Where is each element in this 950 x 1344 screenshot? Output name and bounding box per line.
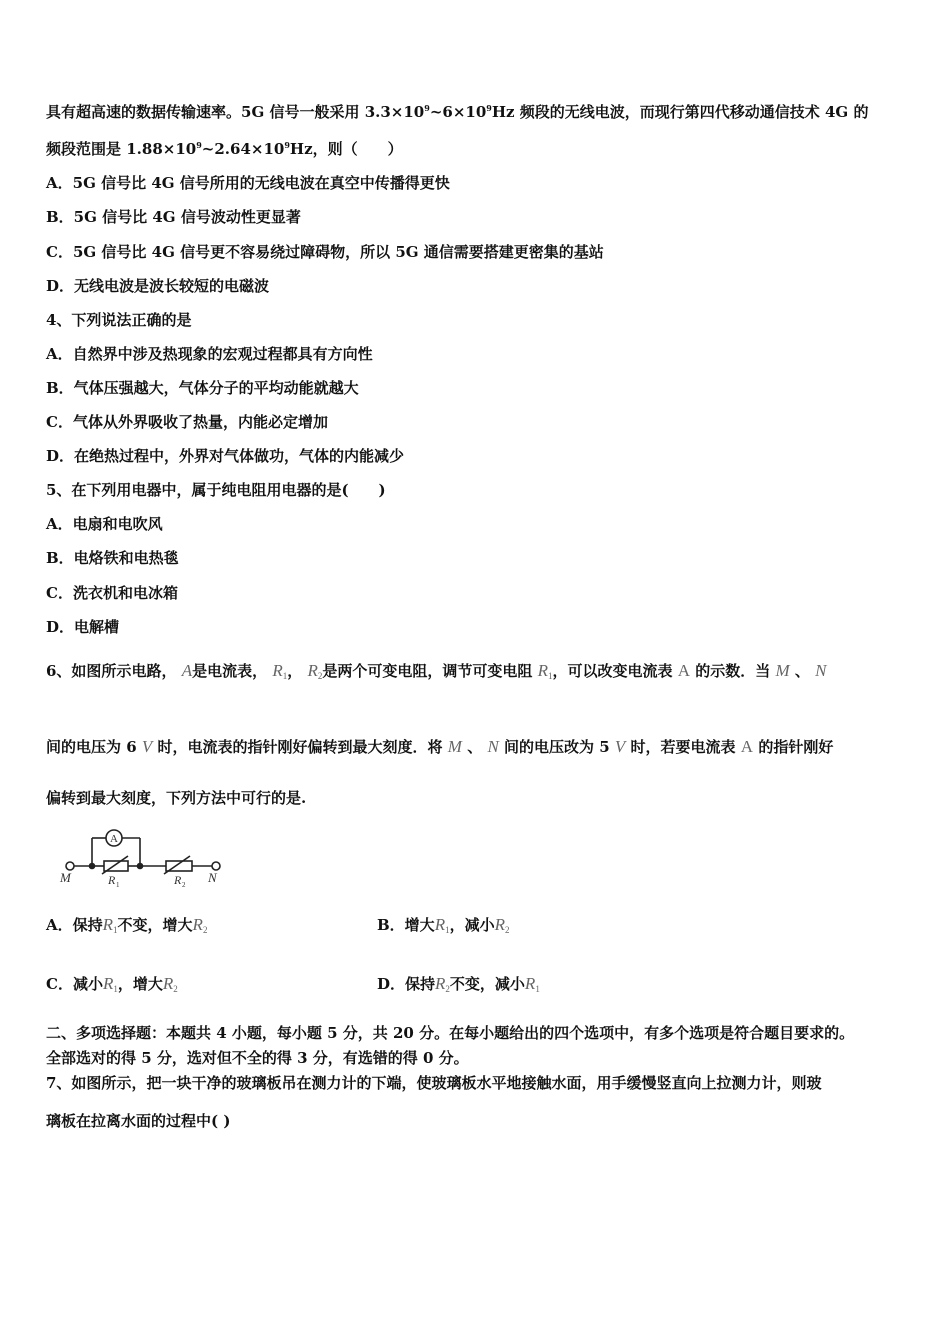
q3-stem-line2: 频段范围是 $1.88\times 10^9\sim 2.64\times 10^9Hz$，则（ ） <box>46 140 403 158</box>
section2-instructions-line1: 二、多项选择题：本题共 4 小题，每小题 5 分，共 20 分。在每小题给出的四个选项中，有多个选项是符合题目要求的。 <box>46 1024 855 1042</box>
q5-stem: 5、在下列用电器中，属于纯电阻用电器的是( ) <box>46 481 386 499</box>
terminal-n-label: N <box>208 870 217 885</box>
q3-option-b[interactable]: B．5G 信号比 4G 信号波动性更显著 <box>46 208 301 226</box>
q6-option-a[interactable]: A．保持$R_1$不变，增大$R_2$ <box>46 915 208 935</box>
q3-stem-line1: 具有超高速的数据传输速率。5G 信号一般采用 $3.3\times 10^9\sim 6\times 10^9Hz$ 频段的无线电波，而现行第四代移动通信技术 4G 的 <box>46 103 869 121</box>
terminal-m <box>66 862 74 870</box>
q6-stem-line1: 6、如图所示电路， A是电流表， $R_1$， $R_2$是两个可变电阻，调节可变电阻 $R_1$，可以改变电流表 A 的示数．当 M 、 N <box>46 661 827 681</box>
terminal-m-label: M <box>60 870 71 885</box>
q5-option-c[interactable]: C．洗衣机和电冰箱 <box>46 584 178 602</box>
q4-option-a[interactable]: A．自然界中涉及热现象的宏观过程都具有方向性 <box>46 345 373 363</box>
q6-stem-line2: 间的电压为 6 V 时，电流表的指针刚好偏转到最大刻度．将 M 、 N 间的电压改为 5 V 时，若要电流表 A 的指针刚好 <box>46 737 834 756</box>
q4-option-d[interactable]: D．在绝热过程中，外界对气体做功，气体的内能减少 <box>46 447 405 465</box>
ammeter-label: A <box>110 833 118 845</box>
q6-option-c[interactable]: C．减小$R_1$，增大$R_2$ <box>46 974 178 994</box>
r2-subscript: 2 <box>182 881 186 889</box>
q7-stem-line2: 璃板在拉离水面的过程中( ) <box>46 1112 231 1130</box>
r1-label: R <box>108 873 116 887</box>
q5-option-b[interactable]: B．电烙铁和电热毯 <box>46 549 179 567</box>
q3-option-a[interactable]: A．5G 信号比 4G 信号所用的无线电波在真空中传播得更快 <box>46 174 450 192</box>
q5-option-a[interactable]: A．电扇和电吹风 <box>46 515 163 533</box>
q5-option-d[interactable]: D．电解槽 <box>46 618 120 636</box>
q4-stem: 4、下列说法正确的是 <box>46 311 192 329</box>
circuit-diagram <box>58 818 228 890</box>
r2-label: R <box>174 873 182 887</box>
q6-option-b[interactable]: B．增大$R_1$，减小$R_2$ <box>377 915 510 935</box>
terminal-n <box>212 862 220 870</box>
q4-option-c[interactable]: C．气体从外界吸收了热量，内能必定增加 <box>46 413 328 431</box>
q6-stem-line3: 偏转到最大刻度，下列方法中可行的是. <box>46 789 307 807</box>
section2-instructions-line2: 全部选对的得 5 分，选对但不全的得 3 分，有选错的得 0 分。 <box>46 1049 469 1067</box>
r1-subscript: 1 <box>116 881 120 889</box>
q3-option-d[interactable]: D．无线电波是波长较短的电磁波 <box>46 277 270 295</box>
q4-option-b[interactable]: B．气体压强越大，气体分子的平均动能就越大 <box>46 379 359 397</box>
q6-option-d[interactable]: D．保持$R_2$不变，减小$R_1$ <box>377 974 540 994</box>
q3-option-c[interactable]: C．5G 信号比 4G 信号更不容易绕过障碍物，所以 5G 通信需要搭建更密集的基站 <box>46 243 604 261</box>
q7-stem-line1: 7、如图所示，把一块干净的玻璃板吊在测力计的下端，使玻璃板水平地接触水面，用手缓慢竖直向上拉测力计，则玻 <box>46 1074 822 1092</box>
